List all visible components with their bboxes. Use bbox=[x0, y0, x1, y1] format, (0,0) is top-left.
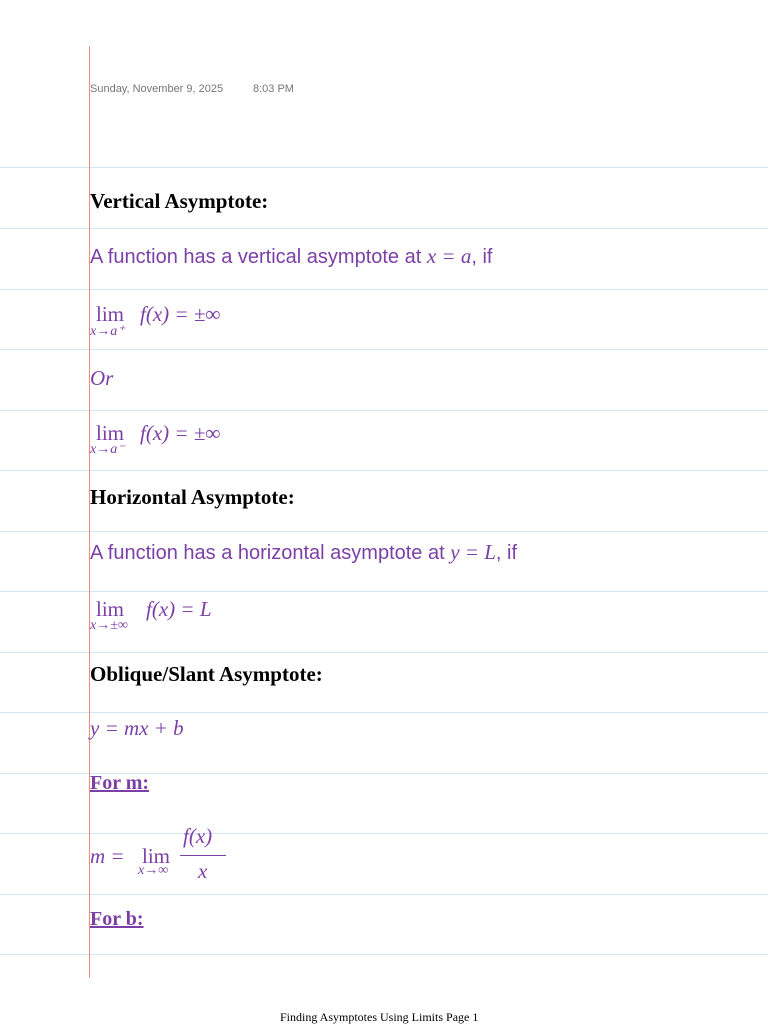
limit-subscript: x→±∞ bbox=[90, 618, 128, 633]
margin-line bbox=[89, 46, 90, 978]
ruled-line bbox=[0, 652, 768, 653]
ruled-line bbox=[0, 167, 768, 168]
note-date: Sunday, November 9, 2025 bbox=[90, 83, 224, 95]
note-time: 8:03 PM bbox=[253, 83, 294, 95]
heading-horizontal-asymptote: Horizontal Asymptote: bbox=[90, 485, 295, 509]
for-b-label: For b: bbox=[90, 908, 144, 930]
m-lhs: m = bbox=[90, 844, 125, 868]
for-m-label: For m: bbox=[90, 772, 150, 794]
oblique-equation: y = mx + b bbox=[90, 716, 184, 740]
ruled-line bbox=[0, 349, 768, 350]
ruled-line bbox=[0, 410, 768, 411]
ruled-line bbox=[0, 228, 768, 229]
heading-vertical-asymptote: Vertical Asymptote: bbox=[90, 189, 269, 213]
limit-expression: f(x) = ±∞ bbox=[140, 302, 221, 326]
ruled-line bbox=[0, 712, 768, 713]
vertical-intro-math: x = a bbox=[426, 244, 472, 268]
limit-expression: f(x) = ±∞ bbox=[140, 421, 221, 445]
ruled-line bbox=[0, 470, 768, 471]
fraction-denominator: x bbox=[198, 859, 208, 883]
limit-operator: lim bbox=[96, 597, 125, 621]
limit-expression: f(x) = L bbox=[146, 597, 212, 621]
ruled-line bbox=[0, 591, 768, 592]
horizontal-intro-line bbox=[90, 540, 517, 565]
limit-operator: lim bbox=[96, 302, 125, 326]
ruled-line bbox=[0, 894, 768, 895]
horizontal-intro-text: A function has a horizontal asymptote at bbox=[90, 542, 451, 564]
page-footer: Finding Asymptotes Using Limits Page 1 bbox=[280, 1010, 479, 1024]
ruled-line bbox=[0, 954, 768, 955]
limit-operator: lim bbox=[96, 421, 125, 445]
vertical-intro-suffix: , if bbox=[471, 246, 493, 268]
limit-operator: lim bbox=[142, 844, 171, 868]
ruled-line bbox=[0, 531, 768, 532]
fraction-bar bbox=[180, 855, 226, 856]
vertical-intro-line bbox=[90, 244, 492, 269]
limit-subscript: x→∞ bbox=[138, 863, 169, 878]
or-text: Or bbox=[90, 366, 114, 390]
limit-subscript: x→a⁻ bbox=[90, 442, 125, 457]
ruled-line bbox=[0, 289, 768, 290]
horizontal-intro-suffix: , if bbox=[495, 542, 518, 564]
ruled-line bbox=[0, 833, 768, 834]
limit-subscript: x→a⁺ bbox=[90, 324, 125, 339]
horizontal-intro-math: y = L bbox=[450, 540, 496, 564]
fraction-numerator: f(x) bbox=[183, 824, 213, 848]
vertical-intro-text: A function has a vertical asymptote at bbox=[90, 246, 427, 268]
heading-oblique-asymptote: Oblique/Slant Asymptote: bbox=[90, 662, 323, 686]
